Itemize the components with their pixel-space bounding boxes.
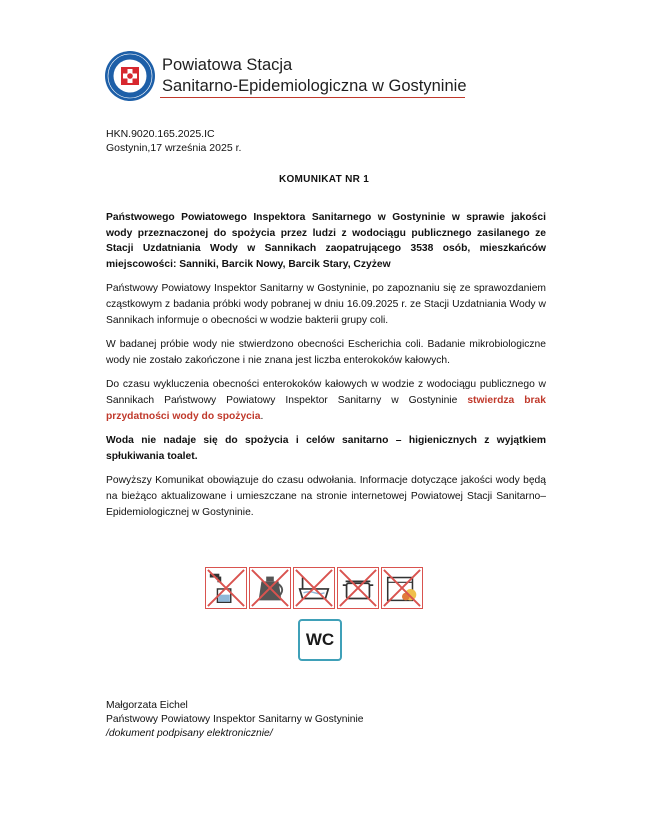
kettle-prohibited-icon [249, 567, 291, 609]
signatory-name: Małgorzata Eichel [106, 700, 188, 711]
dishwasher-prohibited-icon [381, 567, 423, 609]
header-rule [160, 97, 465, 98]
paragraph-validity: Powyższy Komunikat obowiązuje do czasu odwołania. Informacje dotyczące jakości wody będą na bieżąco aktualizowane i umieszczane na stronie internetowej Powiatowej Stacji Sanitarno–Epidemiologicznej w Gostyninie. [106, 475, 546, 518]
paragraph-unfit-text: Do czasu wykluczenia obecności enterokoków kałowych w wodzie z wodociągu publicznego w Sannikach Państwowy Powiatowy Inspektor Sanitarny w Gostyninie [106, 379, 546, 406]
state-sanitary-inspection-logo [104, 50, 156, 102]
paragraph-unfit [106, 377, 546, 424]
document-header [104, 50, 467, 102]
intro-paragraph: Państwowego Powiatowego Inspektora Sanitarnego w Gostyninie w sprawie jakości wody przeznaczonej do spożycia przez ludzi z wodociągu publicznego zasilanego ze Stacji Uzdatniania Wody w Sannikach zaopatrującego 3538 osób, mieszkańców miejscowości: Sanniki, Barcik Nowy, Barcik Stary, Czyżew [106, 212, 546, 270]
signature-block [106, 699, 364, 741]
tap-glass-prohibited-icon [205, 567, 247, 609]
cooking-pot-prohibited-icon [337, 567, 379, 609]
paragraph-ecoli: W badanej próbie wody nie stwierdzono obecności Escherichia coli. Badanie mikrobiologiczne wody nie zostało zakończone i nie znana jest liczba enterokoków kałowych. [106, 339, 546, 366]
reference-number: HKN.9020.165.2025.IC [106, 128, 215, 140]
signatory-position: Państwowy Powiatowy Inspektor Sanitarny w Gostyninie [106, 714, 364, 725]
organization-name [162, 55, 467, 97]
wc-allowed-icon: WC [298, 619, 342, 661]
unfit-statement: stwierdza brak przydatności wody do spożycia [106, 394, 546, 422]
document-title: KOMUNIKAT NR 1 [278, 174, 370, 185]
document-body [106, 210, 546, 529]
bathtub-prohibited-icon [293, 567, 335, 609]
warning-paragraph: Woda nie nadaje się do spożycia i celów sanitarno – higienicznych z wyjątkiem spłukiwania toalet. [106, 435, 546, 462]
prohibition-icons [205, 567, 423, 609]
org-name-line1: Powiatowa Stacja [162, 56, 293, 74]
paragraph-unfit-end: . [260, 410, 264, 422]
document-meta [106, 127, 241, 155]
paragraph-report: Państwowy Powiatowy Inspektor Sanitarny w Gostyninie, po zapoznaniu się ze sprawozdaniem cząstkowym z badania próbki wody pobranej w dniu 16.09.2025 r. ze Stacji Uzdatniania Wody w Sannikach informuje o obecności w wodzie bakterii grupy coli. [106, 283, 546, 326]
place-and-date: Gostynin,17 września 2025 r. [106, 142, 242, 154]
org-name-line2: Sanitarno-Epidemiologiczna w Gostyninie [162, 77, 467, 95]
electronic-signature-note: /dokument podpisany elektronicznie/ [106, 728, 273, 739]
